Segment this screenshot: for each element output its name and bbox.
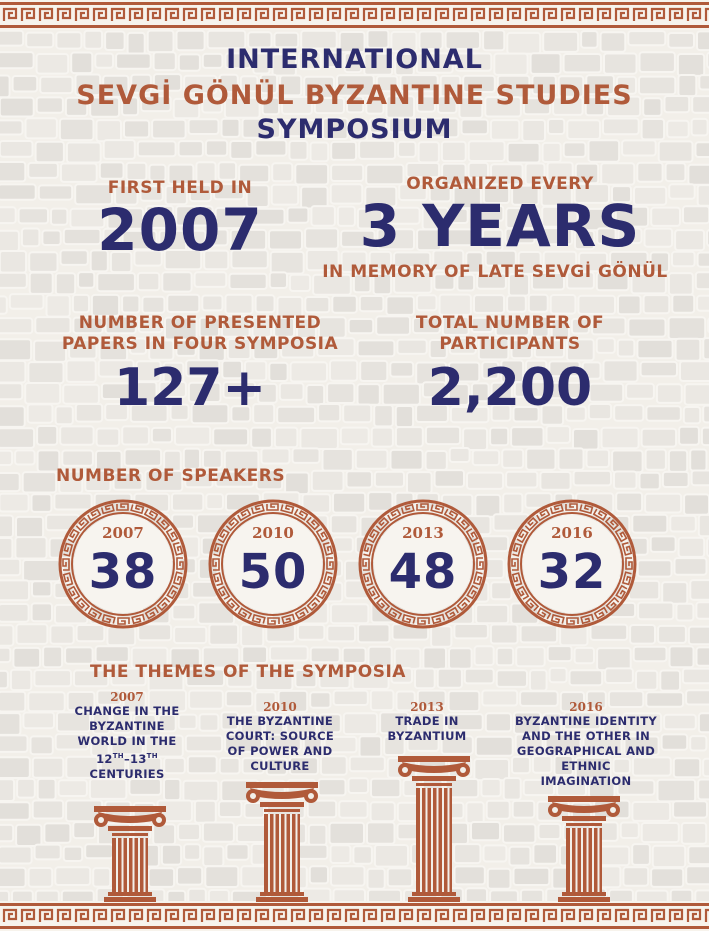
ordinal-suffix: TH — [112, 752, 124, 760]
organized-value: 3 YEARS — [359, 192, 641, 260]
speaker-circle-2016 — [506, 498, 638, 630]
theme-line: THE BYZANTINE — [226, 714, 334, 728]
organized-label: ORGANIZED EVERY — [406, 174, 594, 194]
theme-line: CULTURE — [250, 759, 310, 773]
themes-heading: THE THEMES OF THE SYMPOSIA — [90, 662, 406, 682]
theme-line: GEOGRAPHICAL AND — [516, 744, 656, 758]
speaker-year: 2013 — [402, 524, 444, 542]
speaker-circle-2010 — [207, 498, 339, 630]
theme-line: COURT: SOURCE — [225, 729, 335, 743]
ionic-column-icon — [546, 796, 622, 902]
speaker-circle-2013 — [357, 498, 489, 630]
theme-line: BYZANTIUM — [387, 729, 467, 743]
papers-value: 127+ — [113, 358, 267, 418]
speaker-count: 50 — [238, 544, 308, 600]
theme-line: BYZANTINE — [89, 719, 165, 733]
century-start: 12 — [96, 751, 113, 766]
title-line-1: INTERNATIONAL — [226, 44, 483, 75]
speaker-count: 32 — [537, 544, 607, 600]
speakers-heading: NUMBER OF SPEAKERS — [56, 466, 286, 486]
theme-line: AND THE OTHER IN — [521, 729, 651, 743]
ionic-column-icon — [396, 756, 472, 902]
theme-line: TRADE IN — [395, 714, 459, 728]
speaker-count: 38 — [88, 544, 158, 600]
theme-line: ETHNIC — [561, 759, 611, 773]
ionic-column-icon — [92, 806, 168, 902]
theme-2007 — [52, 690, 202, 782]
papers-label-line-1: NUMBER OF PRESENTED — [78, 313, 322, 333]
theme-line: IMAGINATION — [540, 774, 632, 788]
ionic-column-icon — [244, 782, 320, 902]
first-held-label: FIRST HELD IN — [107, 178, 253, 198]
theme-line: CENTURIES — [89, 766, 165, 781]
theme-year: 2010 — [263, 700, 297, 714]
participants-label-line-1: TOTAL NUMBER OF — [415, 313, 605, 333]
title-line-3: SYMPOSIUM — [256, 114, 453, 145]
top-greek-key-border — [0, 0, 709, 30]
first-held-value: 2007 — [97, 196, 263, 264]
theme-year: 2016 — [569, 700, 603, 714]
ordinal-suffix: TH — [146, 752, 158, 760]
speaker-year: 2010 — [252, 524, 294, 542]
theme-line: CHANGE IN THE — [74, 704, 180, 718]
theme-line: BYZANTINE IDENTITY — [515, 714, 657, 728]
century-end: –13 — [123, 751, 147, 766]
theme-line: WORLD IN THE — [77, 734, 177, 748]
organized-memory-note: IN MEMORY OF LATE SEVGİ GÖNÜL — [322, 262, 668, 282]
speaker-year: 2016 — [551, 524, 593, 542]
theme-line-centuries-range — [52, 749, 202, 767]
participants-label-line-2: PARTICIPANTS — [439, 334, 581, 354]
theme-year: 2007 — [110, 690, 144, 704]
speaker-count: 48 — [388, 544, 458, 600]
speaker-year: 2007 — [102, 524, 144, 542]
theme-year: 2013 — [410, 700, 444, 714]
theme-2016 — [500, 700, 672, 789]
theme-line: OF POWER AND — [227, 744, 333, 758]
speaker-circle-2007 — [57, 498, 189, 630]
theme-2013 — [357, 700, 497, 744]
bottom-greek-key-border — [0, 901, 709, 931]
theme-2010 — [205, 700, 355, 774]
papers-label-line-2: PAPERS IN FOUR SYMPOSIA — [61, 334, 339, 354]
participants-value: 2,200 — [427, 358, 593, 418]
title-line-2: SEVGİ GÖNÜL BYZANTINE STUDIES — [76, 80, 633, 111]
